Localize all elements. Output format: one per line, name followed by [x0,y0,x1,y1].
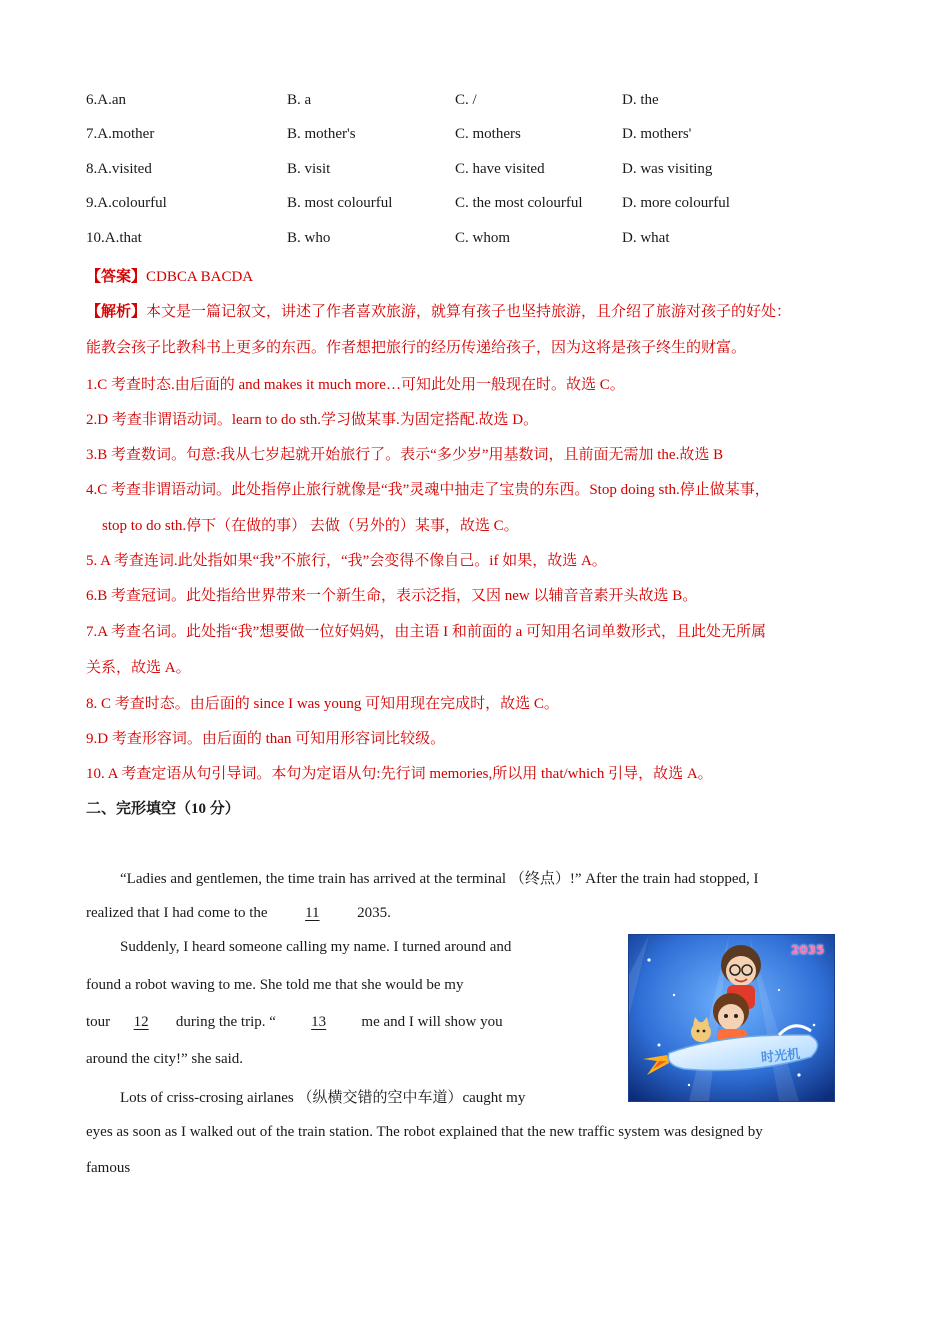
passage-text: realized that I had come to the [86,905,272,921]
blank-11: 11 [305,905,320,921]
blank-12: 12 [133,1014,149,1030]
option-d: D. was visiting [622,161,713,177]
passage-text: me and I will show you [357,1014,503,1030]
option-c: C. whom [455,230,511,246]
passage-line [86,1014,503,1031]
option-a: 6.A.an [86,92,126,108]
option-b: B. who [287,230,331,246]
option-b: B. visit [287,161,331,177]
passage-text: 2035. [353,905,391,921]
analysis-tag: 【解析】 [86,304,147,320]
analysis-item: 2.D 考查非谓语动词。learn to do sth.学习做某事.为固定搭配.故选 D。 [86,412,539,428]
passage-line [86,905,391,922]
passage-text: during the trip. “ [172,1014,280,1030]
passage-line: famous [86,1160,131,1176]
analysis-item: 1.C 考查时态.由后面的 and makes it much more…可知此处用一般现在时。故选 C。 [86,377,625,393]
analysis-item: stop to do sth.停下（在做的事） 去做（另外的）某事，故选 C。 [102,518,519,534]
blank-13: 13 [311,1014,327,1030]
analysis-item: 5. A 考查连词.此处指如果“我”不旅行，“我”会变得不像自己。if 如果，故选 A。 [86,553,607,569]
answer-tag: 【答案】 [86,269,147,285]
option-a: 8.A.visited [86,161,152,177]
option-a: 7.A.mother [86,126,155,142]
option-b: B. most colourful [287,195,393,211]
passage-line: Lots of criss-crosing airlanes （纵横交错的空中车道）caught my [120,1090,526,1106]
option-d: D. the [622,92,659,108]
illustration-year: 2035 [791,943,825,957]
passage-line: eyes as soon as I walked out of the train station. The robot explained that the new traffic system was designed by [86,1124,763,1140]
analysis-item: 4.C 考查非谓语动词。此处指停止旅行就像是“我”灵魂中抽走了宝贵的东西。Stop doing sth.停止做某事， [86,482,770,498]
analysis-summary-2: 能教会孩子比教科书上更多的东西。作者想把旅行的经历传递给孩子，因为这将是孩子终生的财富。 [86,340,747,356]
section-title: 二、完形填空（10 分） [86,801,240,817]
option-c: C. have visited [455,161,545,177]
option-d: D. what [622,230,670,246]
option-c: C. the most colourful [455,195,583,211]
option-d: D. mothers' [622,126,692,142]
analysis-item: 8. C 考查时态。由后面的 since I was young 可知用现在完成时，故选 C。 [86,696,559,712]
analysis-item: 10. A 考查定语从句引导词。本句为定语从句:先行词 memories,所以用 that/which 引导，故选 A。 [86,766,713,782]
answer-line [86,265,253,286]
passage-line: Suddenly, I heard someone calling my name. I turned around and [120,939,512,955]
option-c: C. / [455,92,477,108]
time-machine-illustration [628,934,835,1102]
analysis-item: 关系，故选 A。 [86,660,191,676]
analysis-item: 3.B 考查数词。句意:我从七岁起就开始旅行了。表示“多少岁”用基数词，且前面无需加 the.故选 B [86,447,724,463]
passage-line: “Ladies and gentlemen, the time train has arrived at the terminal （终点）!” After the train had stopped, I [120,871,759,887]
illustration-art [629,935,834,1101]
analysis-summary-1: 本文是一篇记叙文，讲述了作者喜欢旅游，就算有孩子也坚持旅游，且介绍了旅游对孩子的好处： [146,304,792,320]
option-a: 9.A.colourful [86,195,167,211]
analysis-item: 6.B 考查冠词。此处指给世界带来一个新生命，表示泛指，又因 new 以辅音音素开头故选 B。 [86,588,698,604]
illustration-caption: 时光机 [760,1046,801,1066]
analysis-item: 7.A 考查名词。此处指“我”想要做一位好妈妈，由主语 I 和前面的 a 可知用名词单数形式，且此处无所属 [86,624,766,640]
analysis-item: 9.D 考查形容词。由后面的 than 可知用形容词比较级。 [86,731,446,747]
option-c: C. mothers [455,126,521,142]
passage-line: around the city!” she said. [86,1051,244,1067]
passage-line: found a robot waving to me. She told me that she would be my [86,977,464,993]
option-a: 10.A.that [86,230,142,246]
option-b: B. a [287,92,312,108]
answer-text: CDBCA BACDA [146,269,254,285]
option-b: B. mother's [287,126,356,142]
passage-text: tour [86,1014,111,1030]
option-d: D. more colourful [622,195,730,211]
analysis-line-1 [86,300,791,321]
